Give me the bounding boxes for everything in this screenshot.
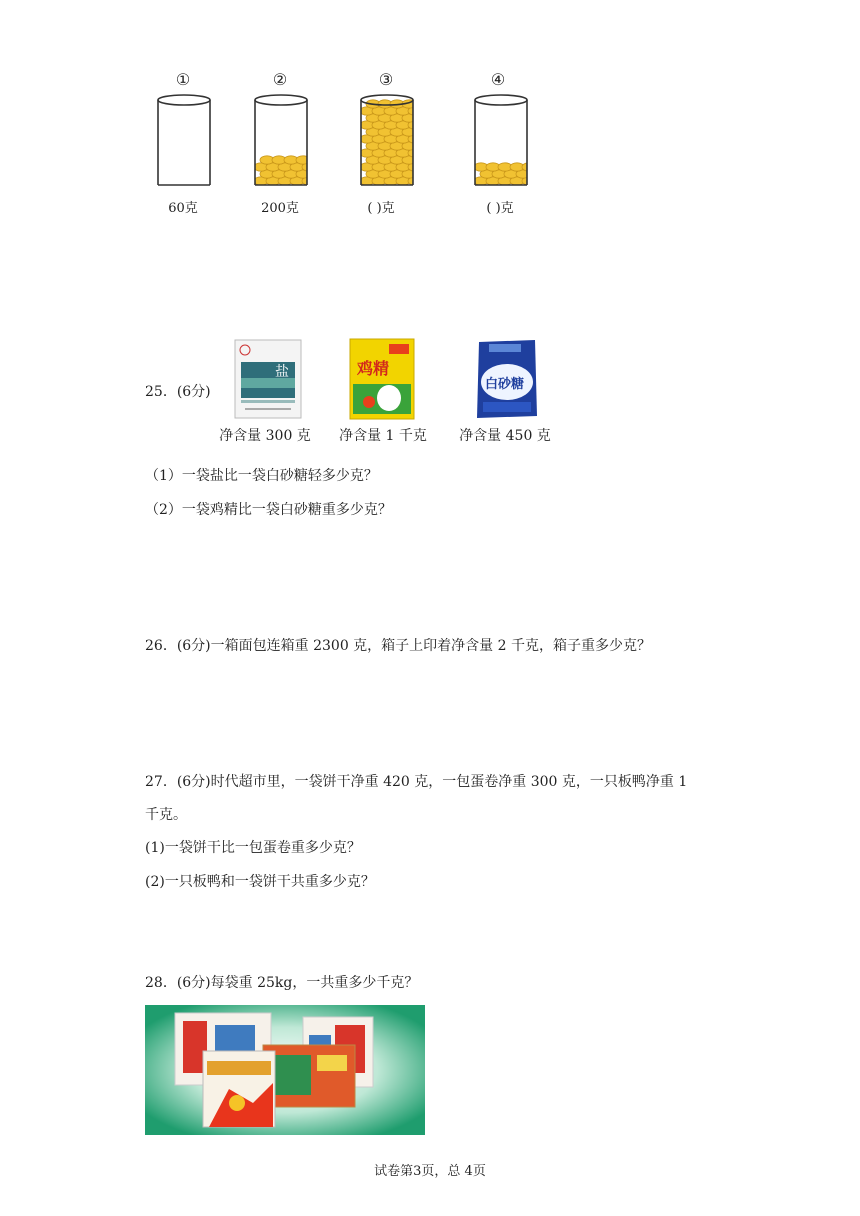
rice-bags-icon <box>145 1005 425 1135</box>
q27-line2: 千克。 <box>145 807 187 823</box>
svg-text:盐: 盐 <box>275 364 289 380</box>
q27-line1: 27．(6分)时代超市里，一袋饼干净重 420 克，一包蛋卷净重 300 克，一只板鸭净重 1 <box>145 774 688 790</box>
svg-text:鸡精: 鸡精 <box>357 359 390 378</box>
jar-caption-2: 200克 <box>261 201 299 216</box>
bean <box>522 163 536 171</box>
jar-caption-3: ( )克 <box>367 201 395 216</box>
bean <box>296 156 310 164</box>
jar-number-1: ① <box>175 70 191 89</box>
jar-caption-4: ( )克 <box>486 201 514 216</box>
chicken-essence-caption: 净含量 1 千克 <box>339 428 427 444</box>
jar-number-4: ④ <box>490 70 506 89</box>
jar-1 <box>158 95 210 185</box>
salt-bag-icon <box>233 338 303 420</box>
svg-text:白砂糖: 白砂糖 <box>485 377 525 392</box>
salt-caption: 净含量 300 克 <box>219 428 311 444</box>
q25-sub1: （1）一袋盐比一袋白砂糖轻多少克？ <box>145 468 378 484</box>
q25-label: 25．(6分) <box>145 384 211 400</box>
q27-sub2: (2)一只板鸭和一袋饼干共重多少克？ <box>145 874 375 890</box>
q28-text: 28．(6分)每袋重 25kg，一共重多少千克？ <box>145 975 419 991</box>
chicken-essence-bag-icon <box>349 338 415 420</box>
jar-caption-1: 60克 <box>168 201 198 216</box>
q25-sub2: （2）一袋鸡精比一袋白砂糖重多少克？ <box>145 502 392 518</box>
page-footer: 试卷第3页，总 4页 <box>374 1164 486 1179</box>
jars-drawing <box>140 90 560 190</box>
q26-text: 26．(6分)一箱面包连箱重 2300 克，箱子上印着净含量 2 千克，箱子重多少克？ <box>145 638 651 654</box>
jar-number-3: ③ <box>378 70 394 89</box>
sugar-caption: 净含量 450 克 <box>459 428 551 444</box>
jar-number-2: ② <box>272 70 288 89</box>
sugar-bag-icon <box>475 338 539 420</box>
q27-sub1: (1)一袋饼干比一包蛋卷重多少克？ <box>145 840 361 856</box>
